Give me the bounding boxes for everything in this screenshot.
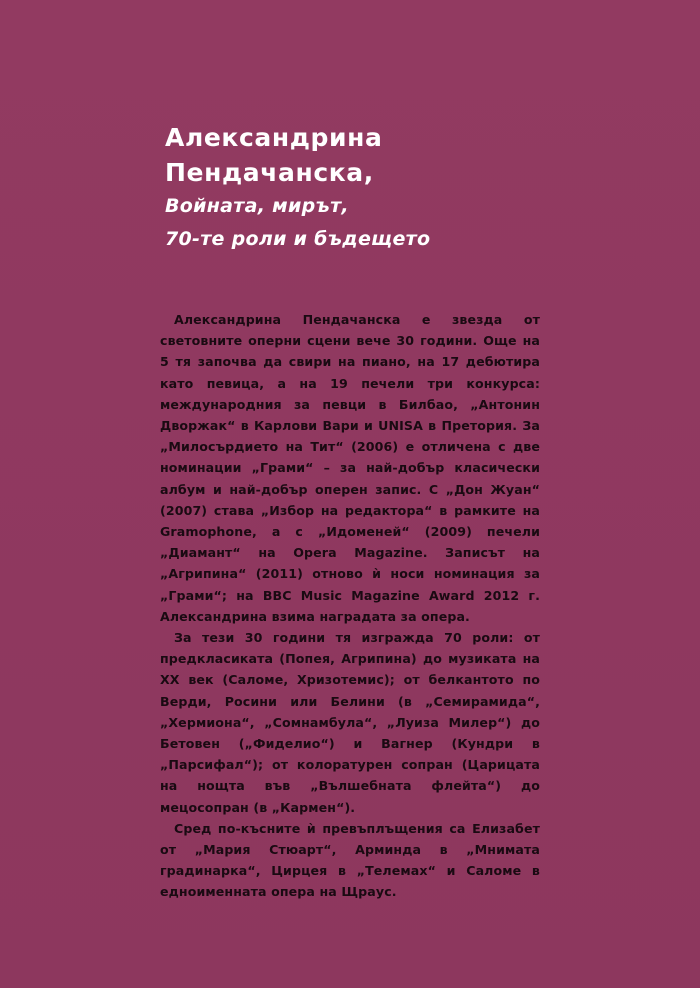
paragraph: Сред по-късните ѝ превъплъщения са Елизабет от „Мария Стюарт“, Арминда в „Мнимата градинарка“, Цирцея в „Телемах“ и Саломе в едноименната опера на Щраус.: [160, 820, 540, 900]
article-body: [160, 309, 540, 903]
page-title: [165, 120, 625, 256]
title-line-2: Пендачанска,: [165, 158, 374, 187]
paragraph: Александрина Пендачанска е звезда от световните оперни сцени вече 30 години. Още на 5 тя започва да свири на пиано, на 17 дебютира като певица, а на 19 печели три конкурса: международния за певци в Билбао, „Антонин Дворжак“ в Карлови Вари и UNISA в Претория. За „Милосърдието на Тит“ (2006) е отличена с две номинации „Грами“ – за най-добър класически албум и най-добър оперен запис. С „Дон Жуан“ (2007) става „Избор на редактора“ в рамките на Gramophone, а с „Идоменей“ (2009) печели „Диамант“ на Opera Magazine. Записът на „Агрипина“ (2011) отново ѝ носи номинация за „Грами“; на BBC Music Magazine Award 2012 г. Александрина взима наградата за опера.: [160, 312, 540, 624]
paragraph: За тези 30 години тя изгражда 70 роли: от предкласиката (Попея, Агрипина) до музиката на XX век (Саломе, Хризотемис); от белкантото по Верди, Росини или Белини (в „Семирамида“, „Хермиона“, „Сомнамбула“, „Луиза Милер“) до Бетовен („Фиделио“) и Вагнер (Кундри в „Парсифал“); от колоратурен сопран (Царицата на нощта във „Вълшебната флейта“) до мецосопран (в „Кармен“).: [160, 630, 540, 815]
subtitle-line-1: Войната, мирът,: [165, 195, 349, 217]
title-line-1: Александрина: [165, 123, 383, 152]
subtitle-line-2: 70-те роли и бъдещето: [165, 228, 431, 250]
